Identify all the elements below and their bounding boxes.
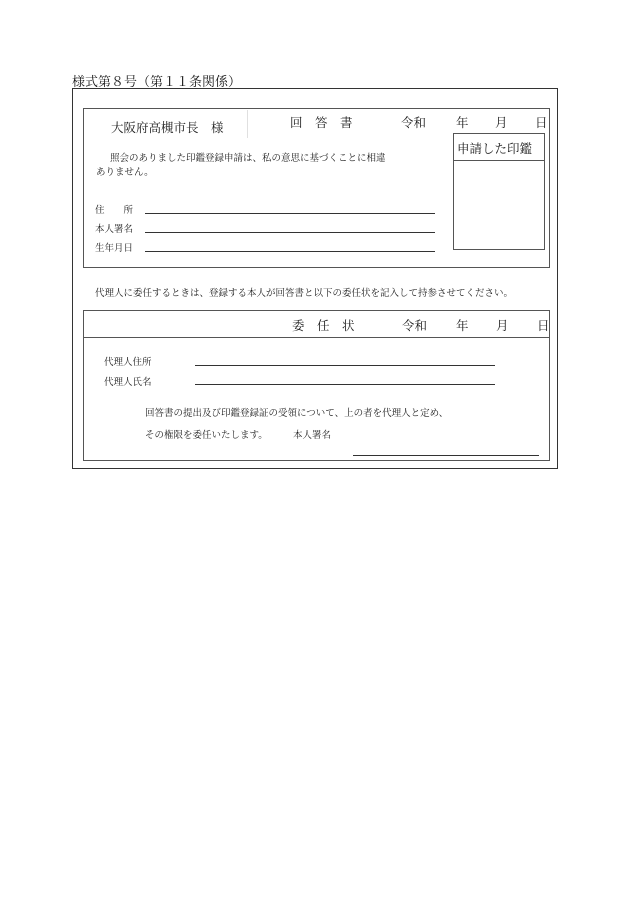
delegation-day-label: 日 <box>537 318 550 333</box>
addressee-divider <box>247 110 248 138</box>
reply-day-label: 日 <box>535 115 548 130</box>
signature-label: 本人署名 <box>95 224 134 235</box>
reply-era: 令和 <box>401 115 427 130</box>
signature-line[interactable] <box>145 232 435 233</box>
address-label: 住 所 <box>95 205 134 216</box>
instruction-text: 代理人に委任するときは、登録する本人が回答書と以下の委任状を記入して持参させてください。 <box>95 288 514 299</box>
birthdate-label: 生年月日 <box>95 243 134 254</box>
delegation-text-line-1: 回答書の提出及び印鑑登録証の受領について、上の者を代理人と定め、 <box>145 408 449 419</box>
proxy-name-line[interactable] <box>195 384 495 385</box>
form-number: 様式第８号（第１１条関係） <box>72 75 242 90</box>
delegation-year-label: 年 <box>456 318 469 333</box>
reply-month-label: 月 <box>495 115 508 130</box>
addressee: 大阪府高槻市長 様 <box>111 120 224 135</box>
statement-line-2: ありません。 <box>96 167 154 178</box>
address-line[interactable] <box>145 213 435 214</box>
reply-year-label: 年 <box>456 115 469 130</box>
delegation-signature-line[interactable] <box>353 455 539 456</box>
delegation-era: 令和 <box>402 318 428 333</box>
delegation-title: 委 任 状 <box>292 318 355 333</box>
statement-line-1: 照会のありました印鑑登録申請は、私の意思に基づくことに相違 <box>110 153 386 164</box>
seal-area[interactable] <box>455 162 543 248</box>
delegation-divider <box>83 337 550 338</box>
seal-label: 申請した印鑑 <box>457 141 533 156</box>
birthdate-line[interactable] <box>145 251 435 252</box>
reply-title: 回 答 書 <box>290 115 353 130</box>
proxy-address-line[interactable] <box>195 365 495 366</box>
delegation-month-label: 月 <box>496 318 509 333</box>
proxy-address-label: 代理人住所 <box>104 357 152 368</box>
delegation-signature-label: 本人署名 <box>293 430 332 441</box>
proxy-name-label: 代理人氏名 <box>104 377 152 388</box>
seal-divider <box>453 160 545 161</box>
delegation-text-line-2: その権限を委任いたします。 <box>145 430 268 441</box>
